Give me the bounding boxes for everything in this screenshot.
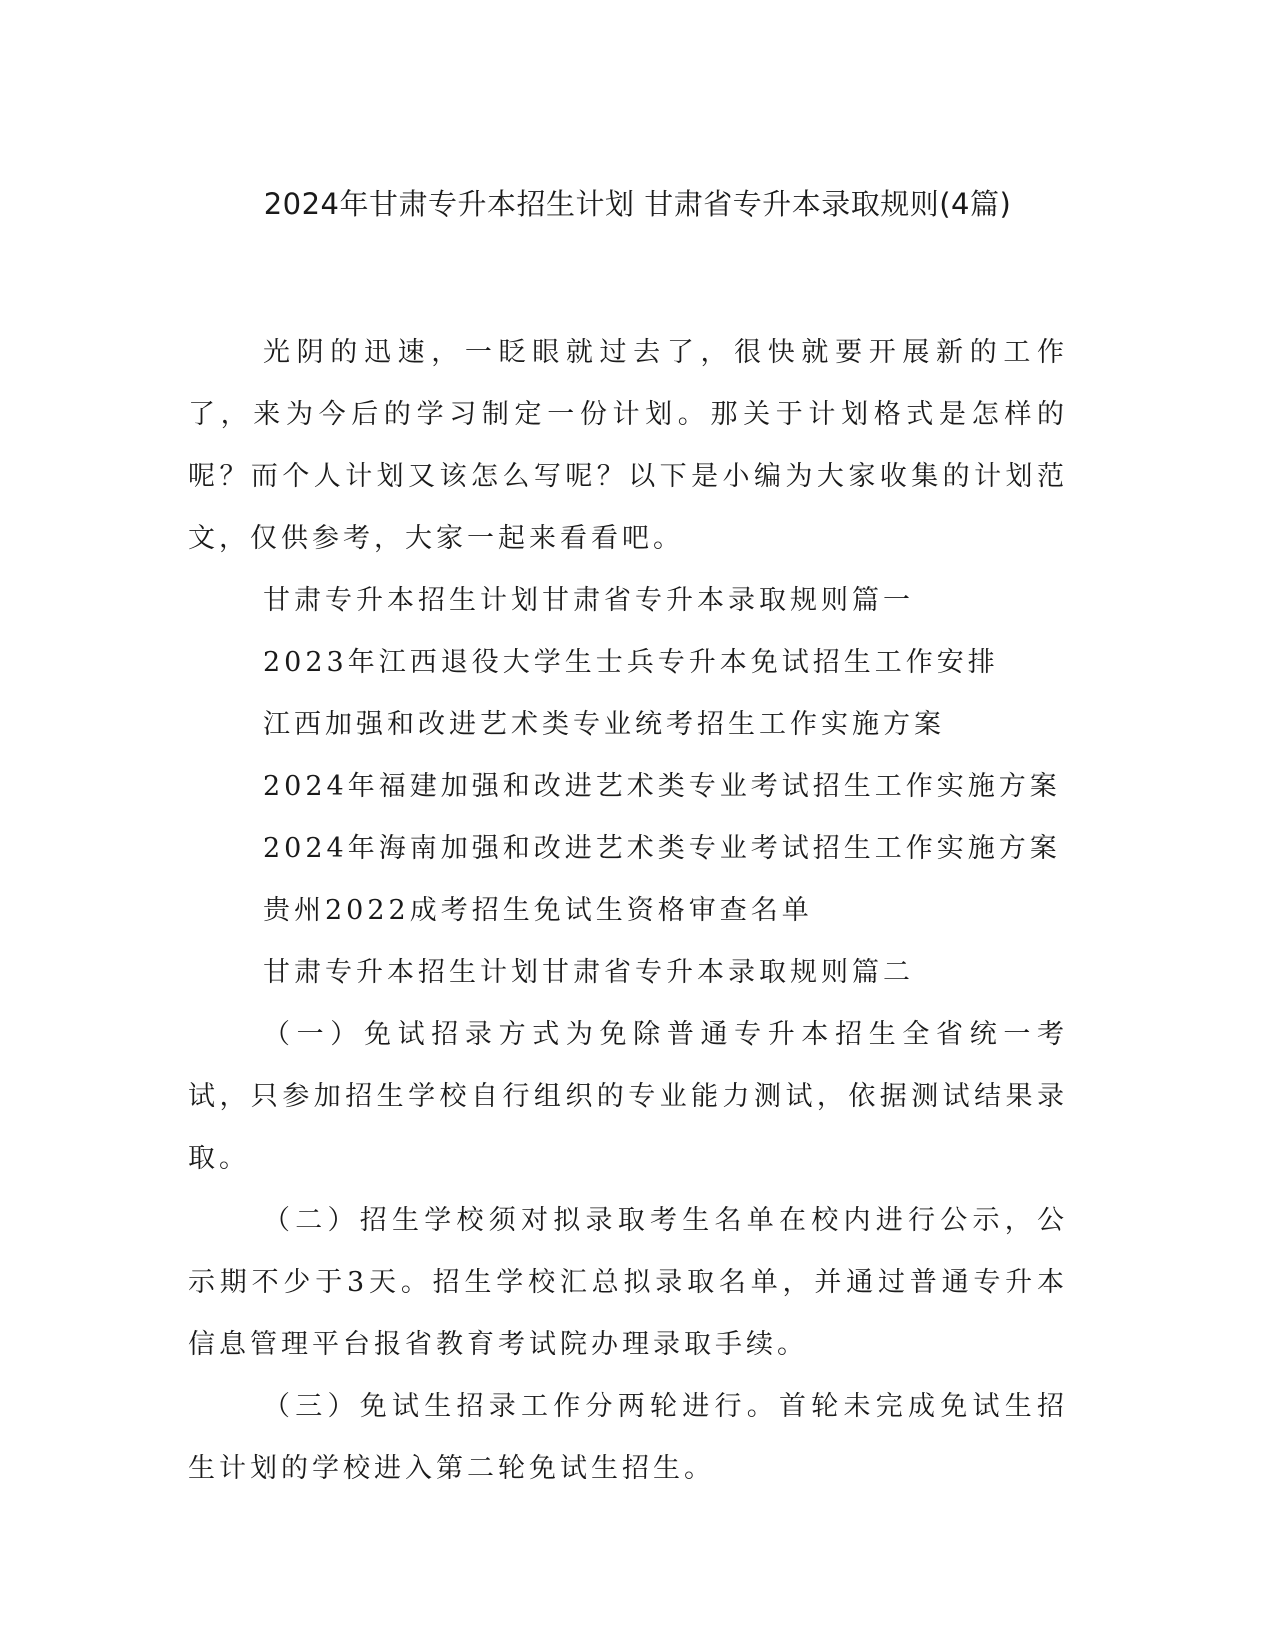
article-link[interactable]: 贵州2022成考招生免试生资格审查名单 (263, 895, 813, 926)
section-heading-2: 甘肃专升本招生计划甘肃省专升本录取规则篇二 (263, 957, 914, 988)
rule-paragraph-2: （二）招生学校须对拟录取考生名单在校内进行公示，公示期不少于3天。招生学校汇总拟录取名单，并通过普通专升本信息管理平台报省教育考试院办理录取手续。 (188, 1205, 1068, 1360)
section-heading-1: 甘肃专升本招生计划甘肃省专升本录取规则篇一 (263, 585, 914, 616)
article-link[interactable]: 2024年海南加强和改进艺术类专业考试招生工作实施方案 (263, 833, 1061, 864)
document-body (188, 322, 1068, 1500)
article-link[interactable]: 江西加强和改进艺术类专业统考招生工作实施方案 (263, 709, 945, 740)
intro-paragraph: 光阴的迅速，一眨眼就过去了，很快就要开展新的工作了，来为今后的学习制定一份计划。那关于计划格式是怎样的呢？而个人计划又该怎么写呢？以下是小编为大家收集的计划范文，仅供参考，大家一起来看看吧。 (188, 337, 1068, 554)
rule-paragraph-1: （一）免试招录方式为免除普通专升本招生全省统一考试，只参加招生学校自行组织的专业能力测试，依据测试结果录取。 (188, 1019, 1068, 1174)
article-link[interactable]: 2024年福建加强和改进艺术类专业考试招生工作实施方案 (263, 771, 1061, 802)
article-link[interactable]: 2023年江西退役大学生士兵专升本免试招生工作安排 (263, 647, 999, 678)
document-title: 2024年甘肃专升本招生计划 甘肃省专升本录取规则(4篇) (263, 187, 1012, 221)
rule-paragraph-3: （三）免试生招录工作分两轮进行。首轮未完成免试生招生计划的学校进入第二轮免试生招生。 (188, 1391, 1068, 1484)
